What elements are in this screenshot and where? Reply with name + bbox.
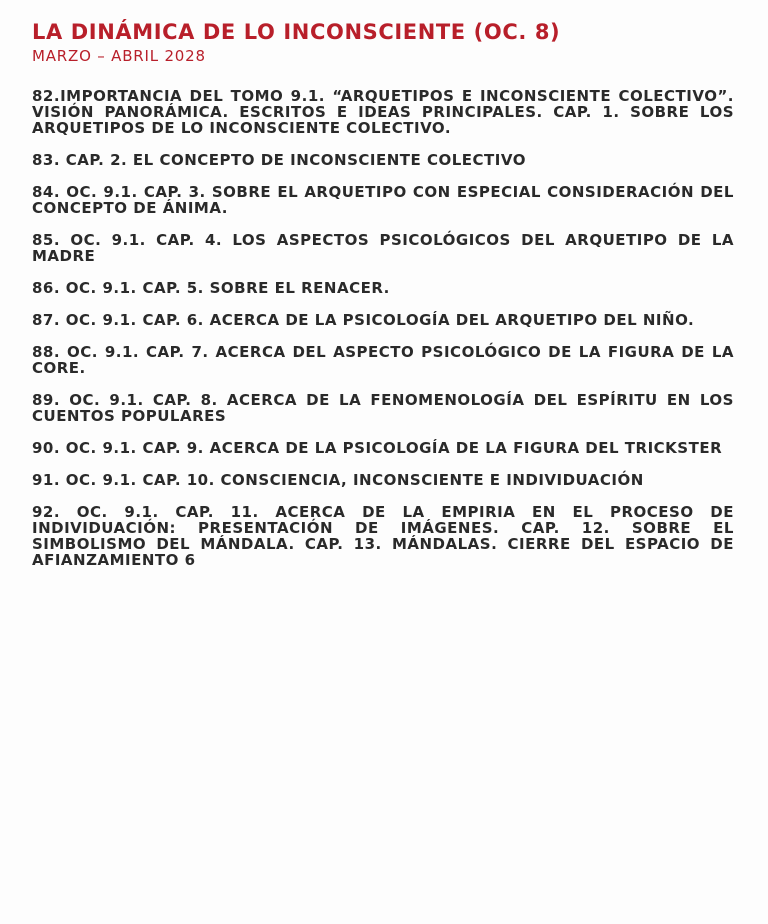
list-item: 82.IMPORTANCIA DEL TOMO 9.1. “ARQUETIPOS E INCONSCIENTE COLECTIVO”. VISIÓN PANORÁMICA. ESCRITOS E IDEAS PRINCIPALES. CAP. 1. SOBRE LOS ARQUETIPOS DE LO INCONSCIENTE COLECTIVO. (32, 87, 734, 137)
list-item: 85. OC. 9.1. CAP. 4. LOS ASPECTOS PSICOLÓGICOS DEL ARQUETIPO DE LA MADRE (32, 231, 734, 265)
list-item: 89. OC. 9.1. CAP. 8. ACERCA DE LA FENOMENOLOGÍA DEL ESPÍRITU EN LOS CUENTOS POPULARES (32, 391, 734, 425)
list-item: 83. CAP. 2. EL CONCEPTO DE INCONSCIENTE COLECTIVO (32, 151, 526, 169)
list-item: 91. OC. 9.1. CAP. 10. CONSCIENCIA, INCONSCIENTE E INDIVIDUACIÓN (32, 471, 644, 489)
list-item: 92. OC. 9.1. CAP. 11. ACERCA DE LA EMPIRIA EN EL PROCESO DE INDIVIDUACIÓN: PRESENTACIÓN DE IMÁGENES. CAP. 12. SOBRE EL SIMBOLISMO DEL MÁNDALA. CAP. 13. MÁNDALAS. CIERRE DEL ESPACIO DE AFIANZAMIENTO 6 (32, 503, 734, 569)
list-item: 88. OC. 9.1. CAP. 7. ACERCA DEL ASPECTO PSICOLÓGICO DE LA FIGURA DE LA CORE. (32, 343, 734, 377)
list-item: 87. OC. 9.1. CAP. 6. ACERCA DE LA PSICOLOGÍA DEL ARQUETIPO DEL NIÑO. (32, 311, 695, 329)
session-list (32, 88, 734, 568)
list-item: 90. OC. 9.1. CAP. 9. ACERCA DE LA PSICOLOGÍA DE LA FIGURA DEL TRICKSTER (32, 439, 723, 457)
document-page (32, 18, 734, 584)
list-item: 86. OC. 9.1. CAP. 5. SOBRE EL RENACER. (32, 279, 390, 297)
page-title: LA DINÁMICA DE LO INCONSCIENTE (OC. 8) (32, 20, 561, 44)
page-subtitle-dates: MARZO – ABRIL 2028 (32, 47, 206, 65)
list-item: 84. OC. 9.1. CAP. 3. SOBRE EL ARQUETIPO CON ESPECIAL CONSIDERACIÓN DEL CONCEPTO DE ÁNIMA. (32, 183, 734, 217)
